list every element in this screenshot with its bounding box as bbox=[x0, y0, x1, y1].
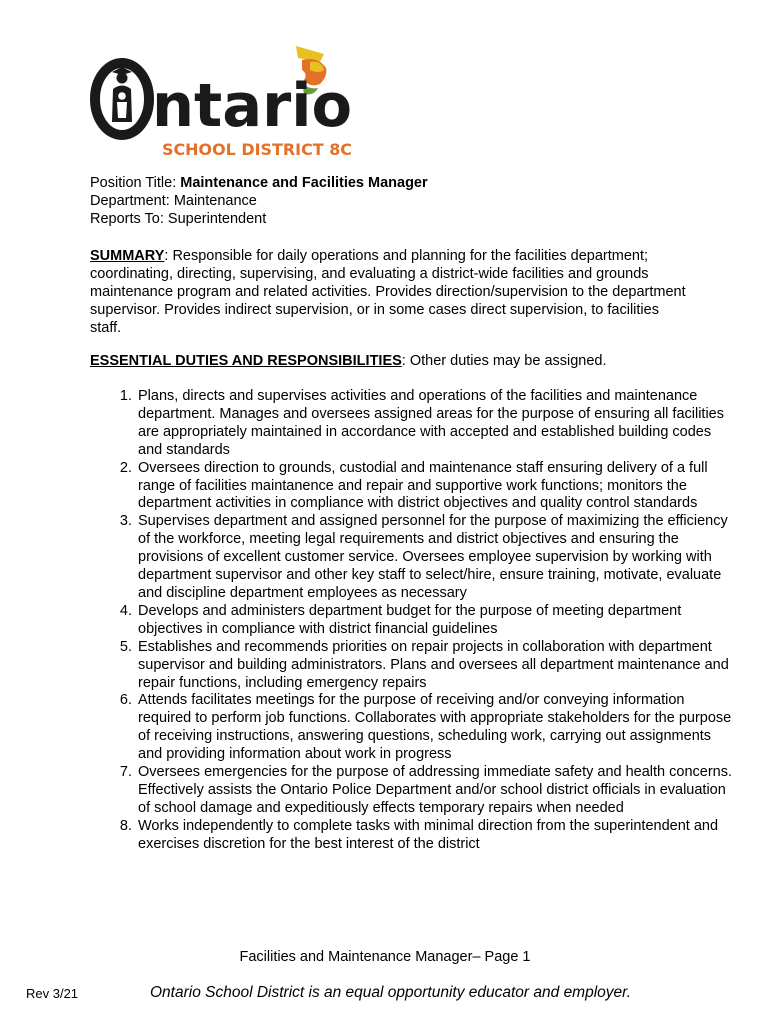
summary-text: : Responsible for daily operations and planning for the facilities department; coordinating, directing, supervising, and evaluating a district-wide facilities and grounds maintenance program and related activities. Provides direction/supervision to the department supervisor. Provides indirect supervision, or in some cases direct supervision, to facilities staff. bbox=[90, 248, 686, 336]
duty-item: 6. Attends facilitates meetings for the purpose of receiving and/or conveying information required to perform job functions. Collaborates with appropriate stakeholders for the purpose of receiving instructions, answering questions, scheduling work, carrying out assignments and providing information about work in progress bbox=[136, 692, 736, 764]
duty-item: 7. Oversees emergencies for the purpose of addressing immediate safety and health concerns. Effectively assists the Ontario Police Department and/or school district officials in evaluation of school damage and expeditiously effects temporary repairs when needed bbox=[136, 764, 736, 818]
duties-heading-line bbox=[90, 352, 690, 370]
logo-child-body bbox=[117, 102, 127, 118]
page-footer: Facilities and Maintenance Manager– Page 1 bbox=[239, 949, 531, 965]
summary-section bbox=[90, 247, 690, 337]
reports-to-line: Reports To: Superintendent bbox=[90, 211, 267, 227]
revision-label: Rev 3/21 bbox=[26, 986, 79, 1001]
logo-wordmark: ntario bbox=[152, 71, 352, 141]
duty-item: 2. Oversees direction to grounds, custodial and maintenance staff ensuring delivery of a full range of facilities maintanence and repair and supportive work functions; monitors the department activities in compliance with district objectives and quality control standards bbox=[136, 460, 736, 514]
position-title-value: Maintenance and Facilities Manager bbox=[180, 175, 428, 191]
equal-opportunity-statement: Ontario School District is an equal opportunity educator and employer. bbox=[150, 984, 632, 1001]
duty-item: 3. Supervises department and assigned personnel for the purpose of maximizing the efficiency of the workforce, meeting legal requirements and district objectives and ensuring the provisions of excellent customer service. Oversees employee supervision by working with department supervisor and other key staff to select/hire, ensure training, motivate, evaluate and discipline department employees as necessary bbox=[136, 513, 736, 603]
position-title-line bbox=[90, 174, 428, 192]
position-info bbox=[90, 174, 428, 228]
district-logo bbox=[88, 44, 360, 164]
duties-list bbox=[90, 388, 736, 854]
position-title-label: Position Title: bbox=[90, 175, 181, 191]
logo-subtitle: SCHOOL DISTRICT 8C bbox=[162, 140, 352, 159]
duty-item: 1. Plans, directs and supervises activities and operations of the facilities and maintenance department. Manages and oversees assigned areas for the purpose of ensuring all facilities are appropriately maintained in accordance with accepted and established building codes and standards bbox=[136, 388, 736, 460]
ontario-logo-graphic bbox=[88, 44, 360, 164]
duties-heading: ESSENTIAL DUTIES AND RESPONSIBILITIES bbox=[90, 353, 402, 369]
duty-item: 8. Works independently to complete tasks with minimal direction from the superintendent and exercises discretion for the best interest of the district bbox=[136, 818, 736, 854]
duty-item: 4. Develops and administers department budget for the purpose of meeting department objectives in compliance with district financial guidelines bbox=[136, 603, 736, 639]
logo-child-head bbox=[118, 92, 126, 100]
duty-item: 5. Establishes and recommends priorities on repair projects in collaboration with department supervisor and building administrators. Plans and oversees all department maintenance and repair functions, including emergency repairs bbox=[136, 639, 736, 693]
summary-heading: SUMMARY bbox=[90, 248, 165, 264]
department-line: Department: Maintenance bbox=[90, 193, 257, 209]
duties-note: : Other duties may be assigned. bbox=[401, 353, 607, 369]
